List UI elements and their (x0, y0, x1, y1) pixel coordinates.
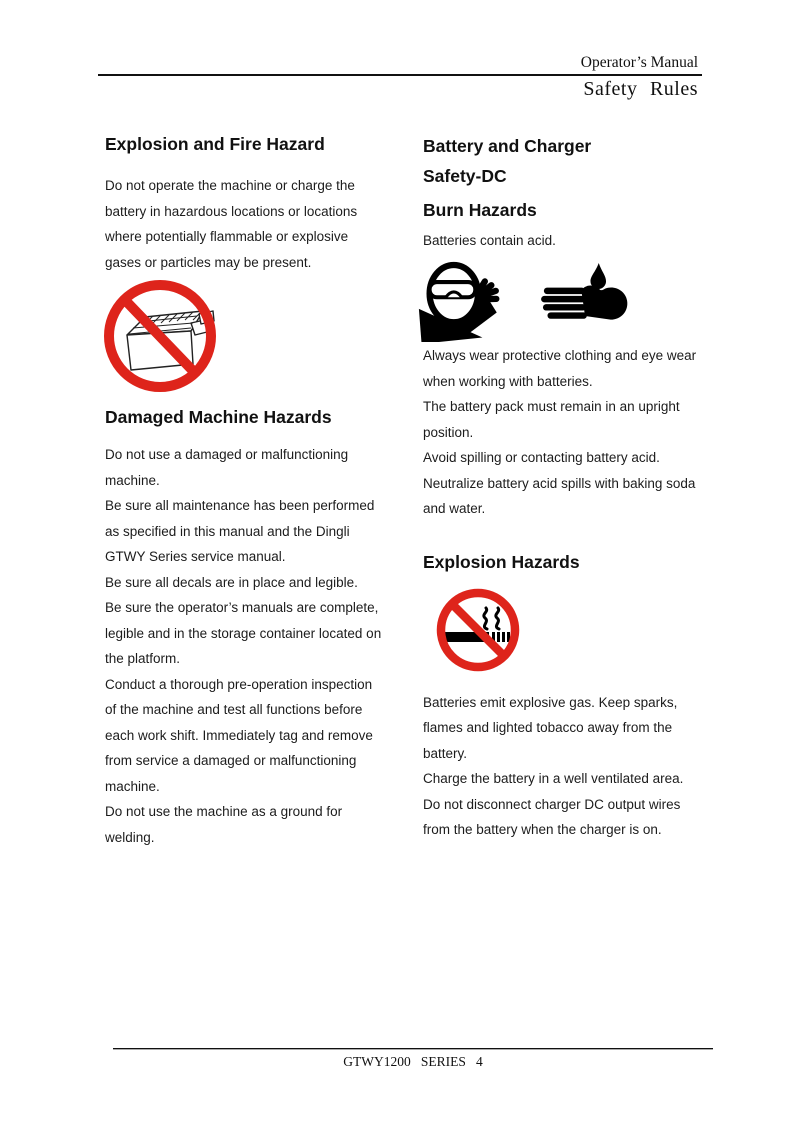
text-line: Always wear protective clothing and eye wear (423, 348, 697, 363)
text-line: Be sure the operator’s manuals are complete, (105, 600, 379, 615)
text-line: battery. (423, 745, 468, 761)
text-line: welding. (105, 829, 155, 845)
right-column (423, 132, 723, 850)
text-line: from service a damaged or malfunctioning (105, 753, 357, 768)
footer-page-label: GTWY1200 SERIES 4 (343, 1054, 483, 1069)
burn-hazard-icons (418, 257, 723, 342)
content-columns (105, 132, 723, 850)
text-line: each work shift. Immediately tag and remove (105, 727, 373, 743)
text-line: GTWY Series service manual. (105, 549, 286, 564)
heading-line: Safety-DC (423, 165, 507, 186)
no-smoking-icon (435, 587, 521, 673)
header-rule (98, 74, 702, 76)
text-line: Charge the battery in a well ventilated area. (423, 771, 684, 786)
burn-hazards-intro: Batteries contain acid. (423, 233, 556, 248)
text-line: battery in hazardous locations or locations (105, 203, 358, 219)
text-line: Batteries emit explosive gas. Keep sparks, (423, 694, 678, 710)
manual-title: Operator’s Manual (580, 54, 698, 71)
text-line: Neutralize battery acid spills with baking soda (423, 475, 696, 491)
text-line: Do not disconnect charger DC output wires (423, 796, 681, 812)
text-line: The battery pack must remain in an upright (423, 399, 680, 414)
text-line: position. (423, 424, 474, 440)
text-line: where potentially flammable or explosive (105, 229, 349, 244)
text-line: Be sure all maintenance has been performed (105, 498, 375, 513)
text-line: Avoid spilling or contacting battery acid. (423, 450, 660, 465)
section-heading-explosion-hazards: Explosion Hazards (423, 551, 580, 572)
protective-eyewear-icon (418, 257, 503, 342)
section-heading-battery-charger (423, 132, 723, 191)
page-title: Safety Rules (583, 78, 698, 100)
text-line: Do not operate the machine or charge the (105, 178, 355, 193)
text-line: Do not use the machine as a ground for (105, 804, 343, 819)
explosion-hazards-paragraph (423, 690, 723, 843)
text-line: machine. (105, 472, 160, 488)
text-line: and water. (423, 501, 486, 516)
text-line: flames and lighted tobacco away from the (423, 720, 673, 735)
text-line: machine. (105, 778, 160, 794)
explosion-fire-paragraph (105, 173, 405, 275)
text-line: Do not use a damaged or malfunctioning (105, 447, 349, 462)
text-line: gases or particles may be present. (105, 254, 312, 270)
left-column (105, 132, 405, 850)
text-line: Be sure all decals are in place and legible. (105, 574, 358, 590)
damaged-machine-paragraph (105, 442, 405, 850)
section-heading-burn-hazards: Burn Hazards (423, 200, 537, 220)
section-heading-damaged-machine: Damaged Machine Hazards (105, 407, 332, 427)
acid-on-hand-icon (541, 263, 629, 327)
text-line: the platform. (105, 651, 181, 666)
text-line: Conduct a thorough pre-operation inspection (105, 676, 373, 692)
section-heading-explosion-fire: Explosion and Fire Hazard (105, 134, 325, 154)
burn-hazards-paragraph (423, 343, 723, 522)
no-battery-prohibition-icon (101, 278, 219, 395)
text-line: as specified in this manual and the Dingli (105, 523, 350, 539)
heading-line: Battery and Charger (423, 136, 592, 156)
text-line: when working with batteries. (423, 373, 593, 389)
text-line: of the machine and test all functions before (105, 702, 363, 717)
text-line: legible and in the storage container located on (105, 625, 382, 641)
footer-rule (113, 1048, 713, 1050)
text-line: from the battery when the charger is on. (423, 822, 662, 837)
